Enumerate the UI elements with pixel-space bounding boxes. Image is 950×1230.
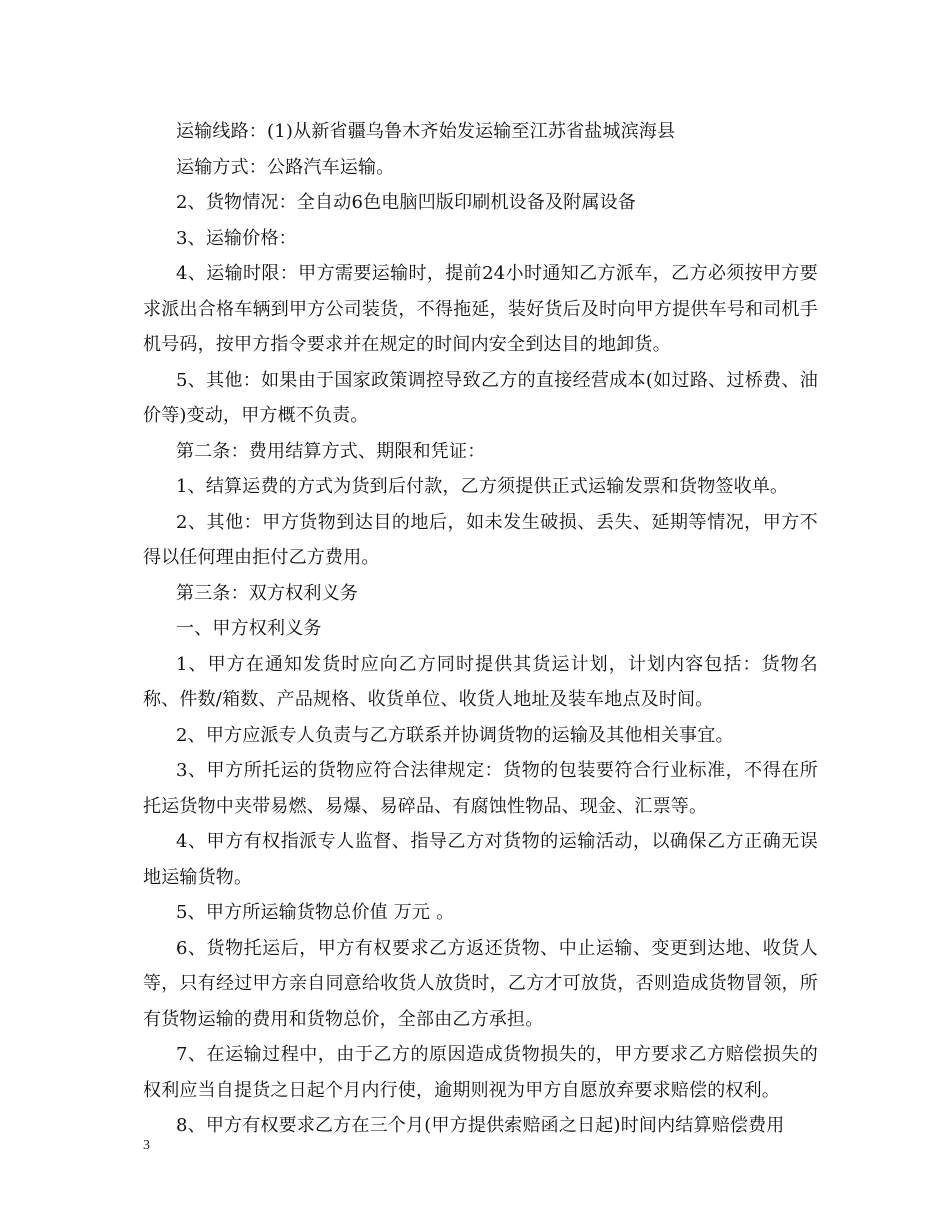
paragraph-price: 3、运输价格： xyxy=(176,227,297,249)
paragraph-supervision: 4、甲方有权指派专人监督、指导乙方对货物的运输活动，以确保乙方正确无误地运输货物。 xyxy=(143,831,818,888)
document-body xyxy=(143,114,818,1144)
section-heading-article-2: 第二条：费用结算方式、期限和凭证： xyxy=(176,440,486,462)
paragraph-other-cost: 5、其他：如果由于国家政策调控导致乙方的直接经营成本(如过路、过桥费、油价等)变动，甲方概不负责。 xyxy=(143,369,818,426)
paragraph-legal-goods: 3、甲方所托运的货物应符合法律规定：货物的包装要符合行业标准，不得在所托运货物中夹带易燃、易爆、易碎品、有腐蚀性物品、现金、汇票等。 xyxy=(143,760,818,817)
paragraph-other-payment: 2、其他：甲方货物到达目的地后，如未发生破损、丢失、延期等情况，甲方不得以任何理由拒付乙方费用。 xyxy=(143,511,818,568)
paragraph-shipping-plan: 1、甲方在通知发货时应向乙方同时提供其货运计划，计划内容包括：货物名称、件数/箱数、产品规格、收货单位、收货人地址及装车地点及时间。 xyxy=(143,653,818,710)
paragraph-transport-mode: 运输方式：公路汽车运输。 xyxy=(176,156,395,178)
paragraph-time-limit: 4、运输时限：甲方需要运输时，提前24小时通知乙方派车，乙方必须按甲方要求派出合格车辆到甲方公司装货，不得拖延，装好货后及时向甲方提供车号和司机手机号码，按甲方指令要求并在规定的时间内安全到达目的地卸货。 xyxy=(143,263,818,355)
paragraph-cargo-return: 6、货物托运后，甲方有权要求乙方返还货物、中止运输、变更到达地、收货人等，只有经过甲方亲自同意给收货人放货时，乙方才可放货，否则造成货物冒领，所有货物运输的费用和货物总价，全部由乙方承担。 xyxy=(143,937,818,1030)
paragraph-route: 运输线路：(1)从新省疆乌鲁木齐始发运输至江苏省盐城滨海县 xyxy=(176,121,676,142)
paragraph-settlement: 1、结算运费的方式为货到后付款，乙方须提供正式运输发票和货物签收单。 xyxy=(176,476,789,497)
paragraph-cargo: 2、货物情况：全自动6色电脑凹版印刷机设备及附属设备 xyxy=(176,192,637,213)
paragraph-loss-claim: 7、在运输过程中，由于乙方的原因造成货物损失的，甲方要求乙方赔偿损失的权利应当自提货之日起个月内行使，逾期则视为甲方自愿放弃要求赔偿的权利。 xyxy=(143,1044,818,1101)
paragraph-settlement-period: 8、甲方有权要求乙方在三个月(甲方提供索赔函之日起)时间内结算赔偿费用 xyxy=(176,1115,785,1136)
paragraph-total-value: 5、甲方所运输货物总价值 万元 。 xyxy=(176,902,455,923)
subsection-heading-party-a: 一、甲方权利义务 xyxy=(176,618,322,639)
section-heading-article-3: 第三条：双方权利义务 xyxy=(176,582,358,604)
paragraph-coordinator: 2、甲方应派专人负责与乙方联系并协调货物的运输及其他相关事宜。 xyxy=(176,724,734,746)
page-number: 3 xyxy=(143,1138,150,1153)
